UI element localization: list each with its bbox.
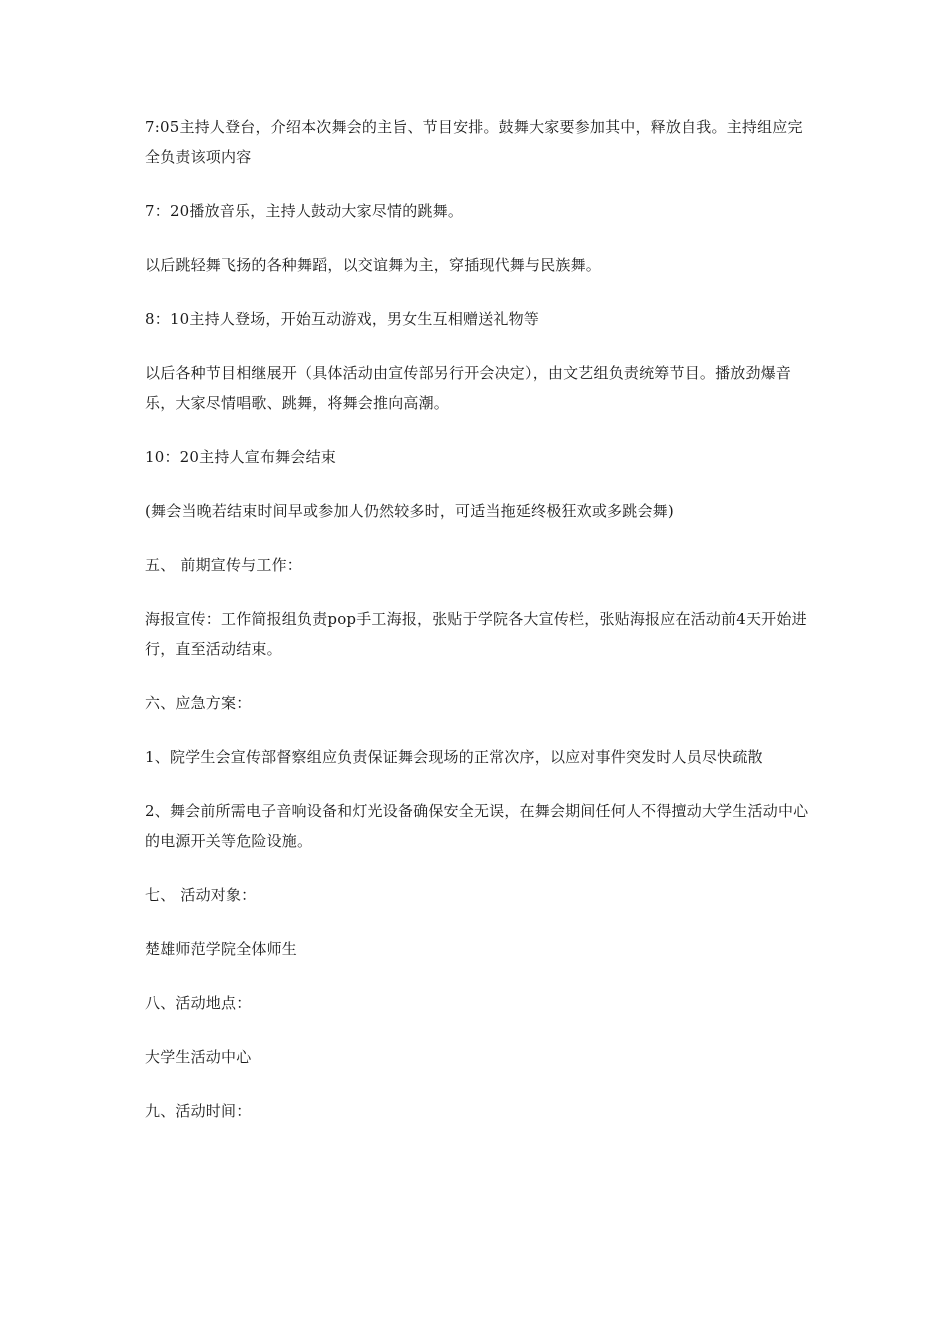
paragraph-schedule-705: 7:05主持人登台，介绍本次舞会的主旨、节目安排。鼓舞大家要参加其中，释放自我。主持组应完全负责该项内容 bbox=[145, 118, 803, 166]
paragraph-audience: 楚雄师范学院全体师生 bbox=[145, 940, 298, 958]
paragraph-emergency-1: 1、院学生会宣传部督察组应负责保证舞会现场的正常次序，以应对事件突发时人员尽快疏散 bbox=[145, 748, 763, 766]
heading-emergency-plan: 六、应急方案： bbox=[145, 694, 252, 712]
paragraph-emergency-2: 2、舞会前所需电子音响设备和灯光设备确保安全无误，在舞会期间任何人不得擅动大学生活动中心的电源开关等危险设施。 bbox=[145, 802, 809, 850]
paragraph-programs: 以后各种节目相继展开（具体活动由宣传部另行开会决定），由文艺组负责统筹节目。播放劲爆音乐，大家尽情唱歌、跳舞，将舞会推向高潮。 bbox=[145, 364, 792, 412]
paragraph-location: 大学生活动中心 bbox=[145, 1048, 252, 1066]
heading-time: 九、活动时间： bbox=[145, 1102, 252, 1120]
paragraph-schedule-810: 8：10主持人登场，开始互动游戏，男女生互相赠送礼物等 bbox=[145, 310, 540, 328]
paragraph-schedule-720: 7：20播放音乐，主持人鼓动大家尽情的跳舞。 bbox=[145, 202, 464, 220]
paragraph-schedule-1020: 10：20主持人宣布舞会结束 bbox=[145, 448, 336, 466]
heading-audience: 七、 活动对象： bbox=[145, 886, 257, 904]
paragraph-dance-types: 以后跳轻舞飞扬的各种舞蹈，以交谊舞为主，穿插现代舞与民族舞。 bbox=[145, 256, 602, 274]
paragraph-note-extension: (舞会当晚若结束时间早或参加人仍然较多时，可适当拖延终极狂欢或多跳会舞) bbox=[145, 502, 674, 520]
heading-location: 八、活动地点： bbox=[145, 994, 252, 1012]
document-body bbox=[145, 112, 810, 1150]
paragraph-poster-publicity: 海报宣传：工作简报组负责pop手工海报，张贴于学院各大宣传栏，张贴海报应在活动前4天开始进行，直至活动结束。 bbox=[145, 610, 807, 658]
heading-publicity: 五、 前期宣传与工作： bbox=[145, 556, 302, 574]
